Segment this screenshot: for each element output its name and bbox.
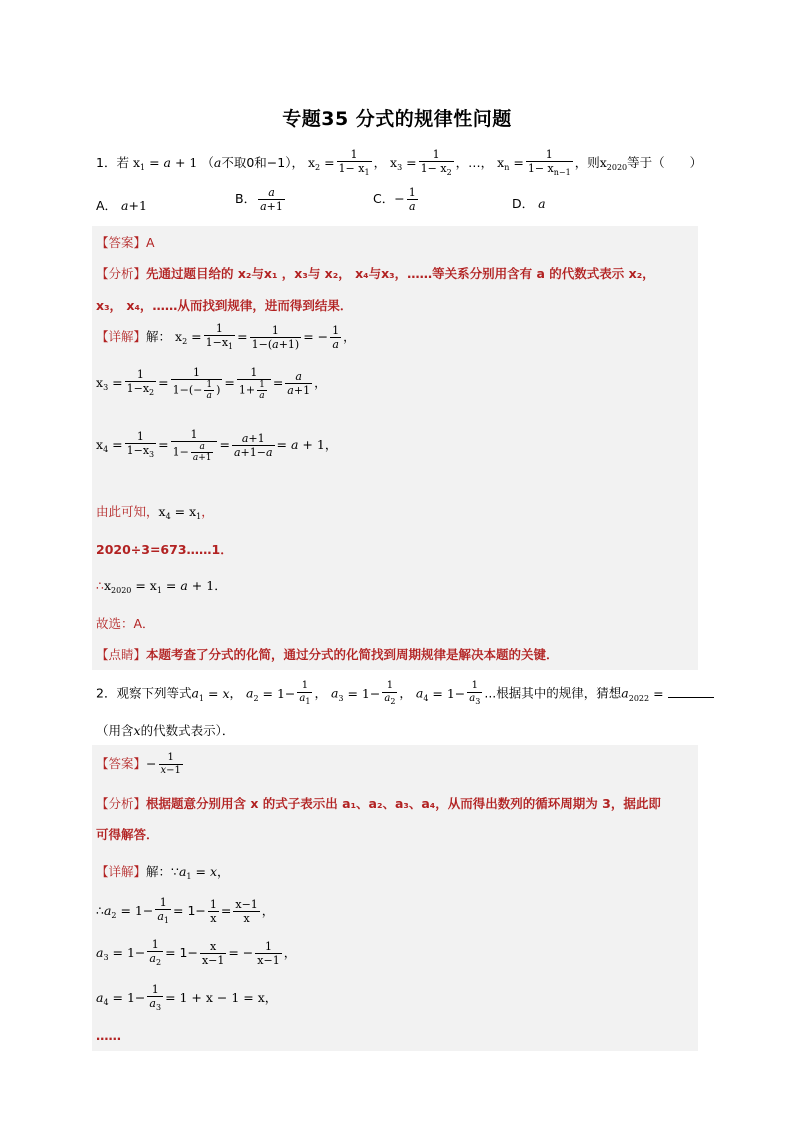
page-title: 专题35 分式的规律性问题 — [282, 108, 512, 130]
answer-line-2: 【答案】− $\frac{1}{x-1}$ — [96, 752, 181, 776]
detail-a1: 【详解】解：$\because a_1 = x$， — [96, 864, 230, 881]
option-d[interactable]: D． a — [512, 196, 546, 211]
answer-blank[interactable] — [668, 687, 714, 698]
conclusion-line: 由此可知，$x_4 = x_1$， — [96, 504, 214, 521]
fraction: $\frac{1}{1- x_1}$ — [338, 148, 370, 177]
detail-x3: $x_3$ = $\frac{1}{1-x_2}$ = 1 1−(− $\frac{1}{a}$ ) = 1 1+ $\frac{1}{a}$ = $\frac{a}{a+1}$ ， — [96, 366, 327, 401]
choice-line: 故选：A． — [96, 616, 155, 631]
analysis-line-2: x₃， x₄，……从而找到规律，进而得到结果． — [96, 298, 353, 313]
detail-a3: $a_3 = 1-$ $\frac{1}{a_2}$ = 1− $\frac{x}{x-1}$ = − $\frac{1}{x-1}$ ， — [96, 938, 297, 967]
detail-x2: 【详解】解： $x_2$ = $\frac{1}{1-x_1}$ = $\frac{1}{1-(a+1)}$ = − $\frac{1}{a}$ ， — [96, 322, 356, 351]
detail-a2: $\therefore a_2 = 1-$ $\frac{1}{a_1}$ = 1− $\frac{1}{x}$ = $\frac{x-1}{x}$ ， — [96, 896, 275, 925]
comment-line: 【点睛】本题考查了分式的化简，通过分式的化简找到周期规律是解决本题的关键． — [96, 647, 559, 662]
analysis-line-q2-2: 可得解答． — [96, 827, 159, 842]
question-number: 1． — [96, 155, 117, 170]
question-2-stem: 2．观察下列等式$a_1 = x$， $a_2 = 1-$ $\frac{1}{a_1}$ ， $a_3 = 1-$ $\frac{1}{a_2}$ ， $a_4 = 1-$ $\frac{1}{a_3}$ ...根据其中的规律，猜想$a_{2022}$ = — [96, 680, 714, 708]
analysis-line: 【分析】先通过题目给的 x₂与x₁ ，x₃与 x₂， x₄与x₃，……等关系分别用含有 a 的代数式表示 x₂， — [96, 266, 655, 281]
fraction: $\frac{1}{1- x_2}$ — [420, 148, 452, 177]
analysis-line-q2: 【分析】根据题意分别用含 x 的式子表示出 a₁、a₂、a₃、a₄，从而得出数列的循环周期为 3，据此即 — [96, 796, 661, 811]
question-2-note: （用含x的代数式表示）． — [96, 723, 235, 738]
question-1-stem: 1．若 $x_1 = a + 1$ （a不取0和−1）， $x_2$ = $\frac{1}{1- x_1}$ ， $x_3$ = $\frac{1}{1- x_2}$ ，…， $x_n$ = $\frac{1}{1- x_{n-1}}$ ，则$x_{2020}$等于（ ） — [96, 148, 703, 177]
answer-line: 【答案】A — [96, 235, 155, 250]
ellipsis: …… — [96, 1028, 121, 1043]
therefore-line: $\therefore x_{2020} = x_1 = a + 1$． — [96, 578, 227, 595]
fraction: $\frac{1}{1- x_{n-1}}$ — [527, 148, 571, 177]
option-c[interactable]: C．− $\frac{1}{a}$ — [373, 186, 416, 213]
detail-x4: $x_4$ = $\frac{1}{1-x_3}$ = 1 1− $\frac{a}{a+1}$ = $\frac{a+1}{a+1-a}$ = a + 1， — [96, 428, 338, 463]
division-line: 2020÷3=673……1． — [96, 542, 233, 557]
option-b[interactable]: B． $\frac{a}{a+1}$ — [235, 186, 283, 213]
option-a[interactable]: A． a+1 — [96, 198, 147, 213]
detail-a4: $a_4 = 1-$ $\frac{1}{a_3}$ = 1 + x − 1 = x， — [96, 983, 278, 1012]
